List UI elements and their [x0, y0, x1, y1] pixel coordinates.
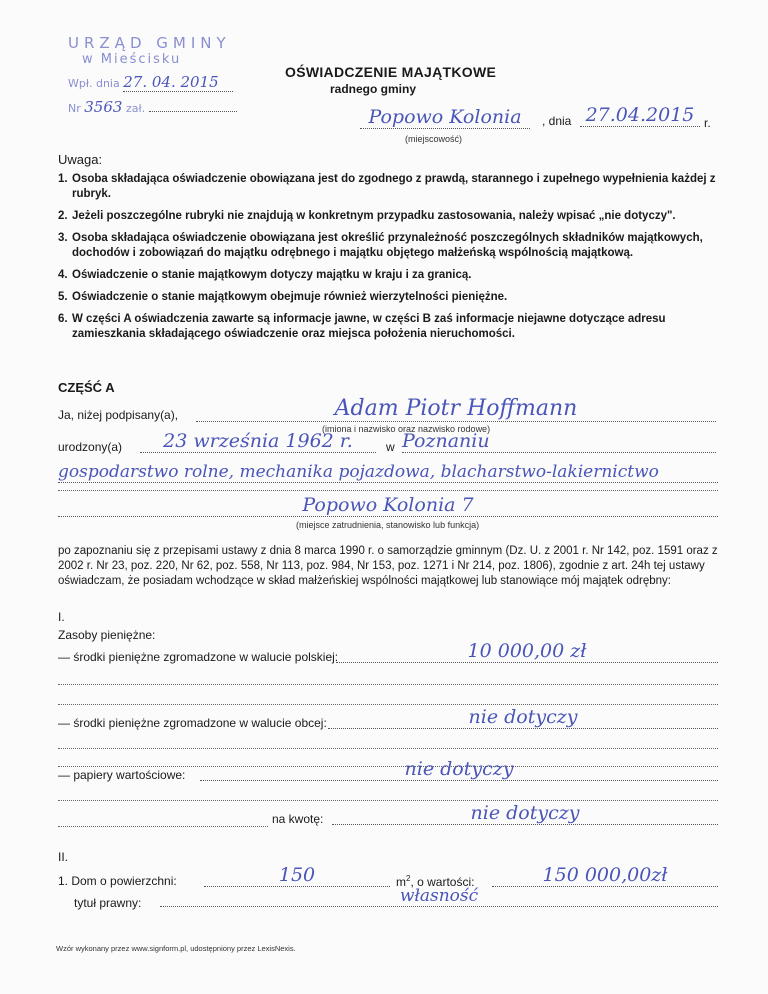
employment-value: gospodarstwo rolne, mechanika pojazdowa, blacharstwo-lakiernictwo	[58, 462, 718, 483]
note-item: 4. Oświadczenie o stanie majątkowym dotyczy majątku w kraju i za granicą.	[58, 269, 472, 281]
notes-list	[58, 172, 718, 349]
blank-line	[58, 704, 718, 705]
section2-roman: II.	[58, 850, 69, 864]
stamp-line1: URZĄD GMINY	[68, 34, 231, 52]
area-unit: $m^2$, o wartości:	[396, 874, 475, 889]
stamp-number: Nr 3563 zał.	[68, 98, 237, 116]
blank-line	[58, 490, 718, 491]
securities-label: — papiery wartościowe:	[58, 768, 186, 782]
office-stamp	[68, 34, 237, 116]
house-value: 150 000,00zł	[492, 864, 718, 887]
born-w: w	[386, 440, 395, 454]
stamp-line2: w Mieścisku	[82, 52, 182, 67]
workplace-caption: (miejsce zatrudnienia, stanowisko lub funkcja)	[296, 520, 480, 530]
section1-roman: I.	[58, 610, 65, 624]
name-caption: (imiona i nazwisko oraz nazwisko rodowe)	[322, 424, 491, 434]
workplace-value: Popowo Kolonia 7	[58, 494, 718, 517]
pln-label: — środki pieniężne zgromadzone w walucie polskiej:	[58, 650, 339, 664]
date-label: , dnia	[542, 114, 572, 128]
title-label: tytuł prawny:	[74, 896, 142, 910]
name-value: Adam Piotr Hoffmann	[196, 396, 716, 422]
document-title: OŚWIADCZENIE MAJĄTKOWE	[285, 64, 497, 80]
foreign-label: — środki pieniężne zgromadzone w walucie obcej:	[58, 716, 327, 730]
blank-line	[58, 800, 718, 801]
foreign-value: nie dotyczy	[328, 706, 718, 729]
blank-line	[58, 748, 718, 749]
section1-heading: Zasoby pieniężne:	[58, 628, 156, 642]
note-item: 5. Oświadczenie o stanie majątkowym obejmuje również wierzytelności pieniężne.	[58, 291, 508, 303]
amount-value: nie dotyczy	[332, 802, 718, 825]
stamp-received: Wpł. dnia 27. 04. 2015	[68, 73, 237, 92]
place-value: Popowo Kolonia	[360, 106, 530, 129]
born-label: urodzony(a)	[58, 440, 123, 454]
born-place: Poznaniu	[402, 430, 716, 453]
title-value: własność	[160, 886, 718, 907]
amount-label: na kwotę:	[272, 812, 324, 826]
blank-line	[58, 826, 268, 827]
note-item: 1. Osoba składająca oświadczenie obowiązana jest do zgodnego z prawdą, starannego i zupełnego wypełnienia każdej z rubryk.	[58, 173, 716, 200]
document-subtitle: radnego gminy	[330, 82, 417, 96]
note-item: 3. Osoba składająca oświadczenie obowiązana jest określić przynależność poszczególnych składników majątkowych, dochodów i zobowiązań do majątku odrębnego i majątku objętego małżeńską wspólnością majątkową.	[58, 232, 703, 259]
legal-paragraph: po zapoznaniu się z przepisami ustawy z dnia 8 marca 1990 r. o samorządzie gminnym (Dz. U. z 2001 r. Nr 142, poz. 1591 oraz z 2002 r. Nr 23, poz. 220, Nr 62, poz. 558, Nr 113, poz. 984, Nr 153, poz. 1271 i Nr 214, poz. 1806), zgodnie z art. 24h tej ustawy oświadczam, że posiadam wchodzące w skład małżeńskiej wspólności majątkowej lub stanowiące mój majątek odrębny:	[58, 545, 718, 587]
part-a-heading: CZĘŚĆ A	[58, 380, 115, 395]
ja-label: Ja, niżej podpisany(a),	[58, 408, 179, 422]
blank-line	[58, 684, 718, 685]
place-caption: (miejscowość)	[405, 134, 463, 144]
date-suffix: r.	[704, 116, 711, 130]
born-date: 23 września 1962 r.	[140, 430, 376, 453]
house-label: 1. Dom o powierzchni:	[58, 874, 177, 888]
note-item: 2. Jeżeli poszczególne rubryki nie znajdują w konkretnym przypadku zastosowania, należy wpisać „nie dotyczy".	[58, 210, 676, 222]
house-area: 150	[204, 864, 390, 887]
uwaga-label: Uwaga:	[58, 152, 103, 167]
footer-note: Wzór wykonany przez www.signform.pl, udostępniony przez LexisNexis.	[56, 944, 296, 953]
note-item: 6. W części A oświadczenia zawarte są informacje jawne, w części B zaś informacje niejawne dotyczące adresu zamieszkania składającego oświadczenie oraz miejsca położenia nieruchomości.	[58, 313, 666, 340]
date-value: 27.04.2015	[580, 104, 700, 127]
pln-value: 10 000,00 zł	[336, 640, 718, 663]
securities-value: nie dotyczy	[200, 758, 718, 781]
